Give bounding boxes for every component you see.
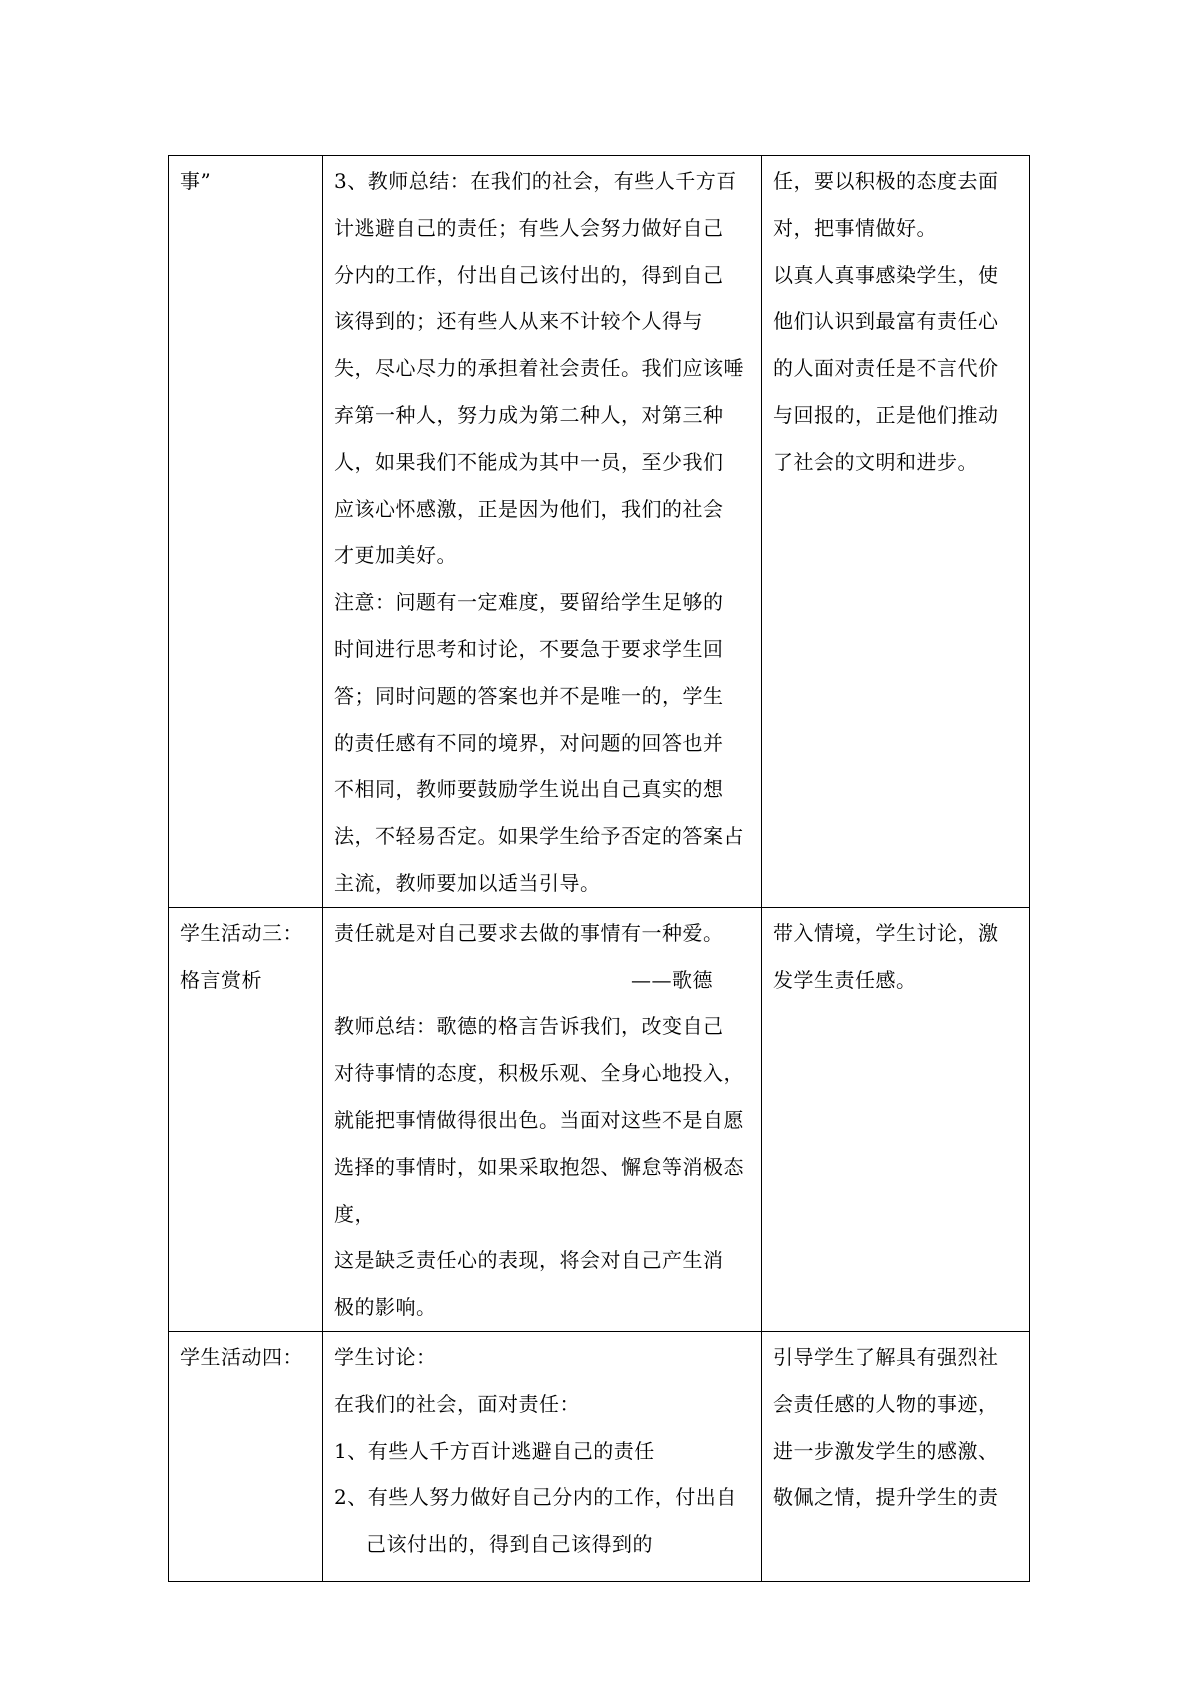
content-cell — [323, 156, 762, 908]
table-row — [169, 907, 1030, 1331]
intent-line: 敬佩之情，提升学生的责 — [773, 1485, 999, 1510]
intent-line: 发学生责任感。 — [773, 967, 917, 992]
intent-cell — [762, 907, 1030, 1331]
content-line: 主流，教师要加以适当引导。 — [334, 870, 601, 895]
content-line: 3、教师总结：在我们的社会，有些人千方百 — [334, 169, 737, 193]
activity-label: 格言赏析 — [180, 967, 262, 992]
content-line: 1、有些人千方百计逃避自己的责任 — [334, 1438, 655, 1463]
intent-line: 会责任感的人物的事迹， — [773, 1391, 999, 1416]
intent-line: 带入情境，学生讨论，激 — [773, 920, 999, 945]
content-cell — [323, 1331, 762, 1581]
intent-line: 引导学生了解具有强烈社 — [773, 1344, 999, 1369]
activity-label: 事” — [180, 169, 212, 193]
content-line: 注意：问题有一定难度，要留给学生足够的 — [334, 590, 724, 615]
content-line: 才更加美好。 — [334, 543, 457, 568]
content-line: 人，如果我们不能成为其中一员，至少我们 — [334, 449, 724, 474]
content-line: 极的影响。 — [334, 1295, 437, 1320]
intent-line: 与回报的，正是他们推动 — [773, 402, 999, 427]
content-line: 分内的工作，付出自己该付出的，得到自己 — [334, 262, 724, 287]
intent-line: 以真人真事感染学生，使 — [773, 262, 999, 287]
content-line: 答；同时问题的答案也并不是唯一的，学生 — [334, 683, 724, 708]
intent-line: 进一步激发学生的感激、 — [773, 1438, 999, 1463]
content-line: 不相同，教师要鼓励学生说出自己真实的想 — [334, 777, 724, 802]
activity-cell — [169, 907, 323, 1331]
intent-line: 他们认识到最富有责任心 — [773, 309, 999, 334]
content-line: 计逃避自己的责任；有些人会努力做好自己 — [334, 215, 724, 240]
table-row — [169, 156, 1030, 908]
content-line: 时间进行思考和讨论，不要急于要求学生回 — [334, 636, 724, 661]
content-line: 2、有些人努力做好自己分内的工作，付出自 — [334, 1485, 737, 1510]
content-line: 法，不轻易否定。如果学生给予否定的答案占 — [334, 824, 744, 849]
activity-label: 学生活动四： — [180, 1344, 303, 1369]
activity-cell — [169, 156, 323, 908]
lesson-plan-table — [168, 155, 1030, 1582]
content-line: 这是缺乏责任心的表现，将会对自己产生消 — [334, 1248, 724, 1273]
content-line: 教师总结：歌德的格言告诉我们，改变自己 — [334, 1014, 724, 1039]
table-row — [169, 1331, 1030, 1581]
activity-cell — [169, 1331, 323, 1581]
content-line: 度， — [334, 1201, 375, 1226]
content-line: 就能把事情做得很出色。当面对这些不是自愿 — [334, 1107, 744, 1132]
intent-cell — [762, 156, 1030, 908]
intent-line: 的人面对责任是不言代价 — [773, 356, 999, 381]
content-line: 选择的事情时，如果采取抱怨、懈怠等消极态 — [334, 1154, 744, 1179]
quote-attribution: ——歌德 — [631, 967, 713, 992]
content-line: 弃第一种人，努力成为第二种人，对第三种 — [334, 402, 724, 427]
content-line: 的责任感有不同的境界，对问题的回答也并 — [334, 730, 724, 755]
content-cell — [323, 907, 762, 1331]
intent-line: 了社会的文明和进步。 — [773, 449, 978, 474]
content-line: 失，尽心尽力的承担着社会责任。我们应该唾 — [334, 356, 744, 381]
quote-text: 责任就是对自己要求去做的事情有一种爱。 — [334, 920, 724, 945]
intent-line: 对，把事情做好。 — [773, 215, 937, 240]
intent-cell — [762, 1331, 1030, 1581]
activity-label: 学生活动三： — [180, 920, 303, 945]
content-line: 该得到的；还有些人从来不计较个人得与 — [334, 309, 703, 334]
content-line: 在我们的社会，面对责任： — [334, 1391, 580, 1416]
content-line: 对待事情的态度，积极乐观、全身心地投入， — [334, 1061, 744, 1086]
intent-line: 任，要以积极的态度去面 — [773, 169, 999, 193]
content-line: 学生讨论： — [334, 1344, 437, 1369]
content-line: 己该付出的，得到自己该得到的 — [366, 1532, 653, 1557]
content-line: 应该心怀感激，正是因为他们，我们的社会 — [334, 496, 724, 521]
